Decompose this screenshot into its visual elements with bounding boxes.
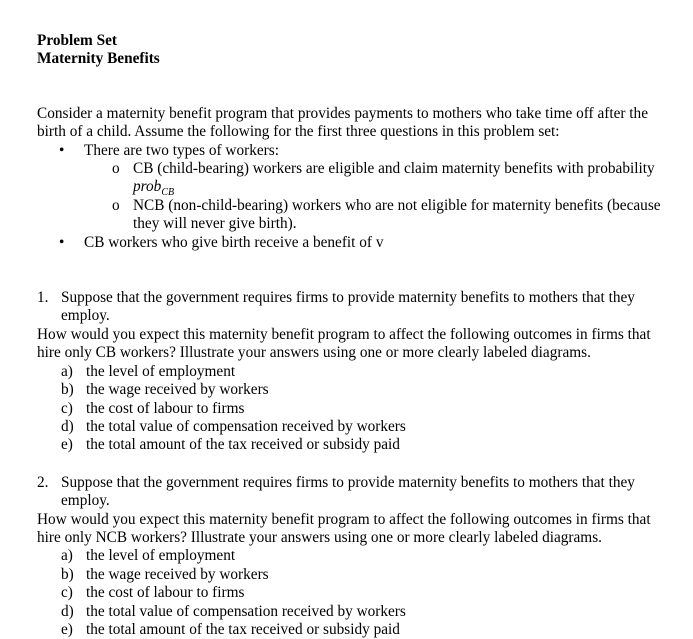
question-part xyxy=(37,363,677,381)
part-label: c) xyxy=(61,584,73,602)
worker-type-ncb-text: NCB (non-child-bearing) workers who are not eligible for maternity benefits (because they will never give birth). xyxy=(133,196,661,233)
question-prompt: Suppose that the government requires firms to provide maternity benefits to mothers that they employ. xyxy=(61,289,635,325)
probability-variable xyxy=(133,178,175,199)
question-1-parts xyxy=(37,363,677,455)
part-label: e) xyxy=(61,620,73,638)
question-number: 1. xyxy=(37,289,49,307)
part-label: b) xyxy=(61,381,74,399)
question-2 xyxy=(37,474,677,511)
assumption-list xyxy=(37,142,677,252)
part-text: the cost of labour to firms xyxy=(86,584,245,602)
assumption-item-worker-types xyxy=(37,142,677,234)
part-text: the total amount of the tax received or subsidy paid xyxy=(86,436,400,454)
circle-bullet-icon: o xyxy=(112,160,120,178)
part-label: a) xyxy=(61,547,73,565)
worker-type-list xyxy=(37,160,677,234)
question-part xyxy=(37,584,677,602)
question-followup: How would you expect this maternity benefit program to affect the following outcomes in firms that hire only NCB workers? Illustrate your answers using one or more clearly labeled diagrams. xyxy=(37,510,651,546)
part-text: the level of employment xyxy=(86,362,236,380)
part-label: c) xyxy=(61,399,73,417)
probability-variable-main: prob xyxy=(133,178,162,196)
worker-type-cb xyxy=(37,160,677,197)
question-part xyxy=(37,621,677,639)
bullet-icon: • xyxy=(59,233,65,251)
part-text: the level of employment xyxy=(86,547,236,565)
probability-variable-subscript: CB xyxy=(161,187,175,199)
part-label: b) xyxy=(61,565,74,583)
question-part xyxy=(37,381,677,399)
question-part xyxy=(37,603,677,621)
question-part xyxy=(37,418,677,436)
part-text: the total value of compensation received by workers xyxy=(86,417,406,435)
question-followup: How would you expect this maternity benefit program to affect the following outcomes in firms that hire only CB workers? Illustrate your answers using one or more clearly labeled diagrams. xyxy=(37,325,651,362)
question-part xyxy=(37,400,677,418)
circle-bullet-icon: o xyxy=(112,196,120,214)
question-1 xyxy=(37,289,677,326)
part-text: the wage received by workers xyxy=(86,565,269,583)
assumption-text: CB workers who give birth receive a benefit of v xyxy=(84,233,384,251)
assumption-text: There are two types of workers: xyxy=(84,141,279,159)
question-part xyxy=(37,436,677,454)
bullet-icon: • xyxy=(59,141,65,159)
document-title-line2: Maternity Benefits xyxy=(37,50,160,68)
sub-list-wrapper xyxy=(37,160,677,234)
question-part xyxy=(37,566,677,584)
part-label: a) xyxy=(61,362,73,380)
question-number: 2. xyxy=(37,473,49,491)
document-page xyxy=(37,32,677,639)
document-title-line1: Problem Set xyxy=(37,32,118,49)
assumption-item-benefit xyxy=(37,234,677,252)
part-label: d) xyxy=(61,417,74,435)
intro-paragraph: Consider a maternity benefit program that provides payments to mothers who take time off after the birth of a child. Assume the following for the first three questions in this problem set: xyxy=(37,104,648,141)
worker-type-cb-text: CB (child-bearing) workers are eligible and claim maternity benefits with probability xyxy=(133,160,655,178)
document-header xyxy=(37,32,677,69)
part-text: the total amount of the tax received or subsidy paid xyxy=(86,620,400,638)
question-part xyxy=(37,547,677,565)
worker-type-ncb xyxy=(37,197,677,234)
part-text: the total value of compensation received by workers xyxy=(86,602,406,620)
part-label: e) xyxy=(61,436,73,454)
part-label: d) xyxy=(61,602,74,620)
part-text: the wage received by workers xyxy=(86,381,269,399)
question-2-parts xyxy=(37,547,677,639)
part-text: the cost of labour to firms xyxy=(86,399,245,417)
question-prompt: Suppose that the government requires firms to provide maternity benefits to mothers that they employ. xyxy=(61,473,635,510)
